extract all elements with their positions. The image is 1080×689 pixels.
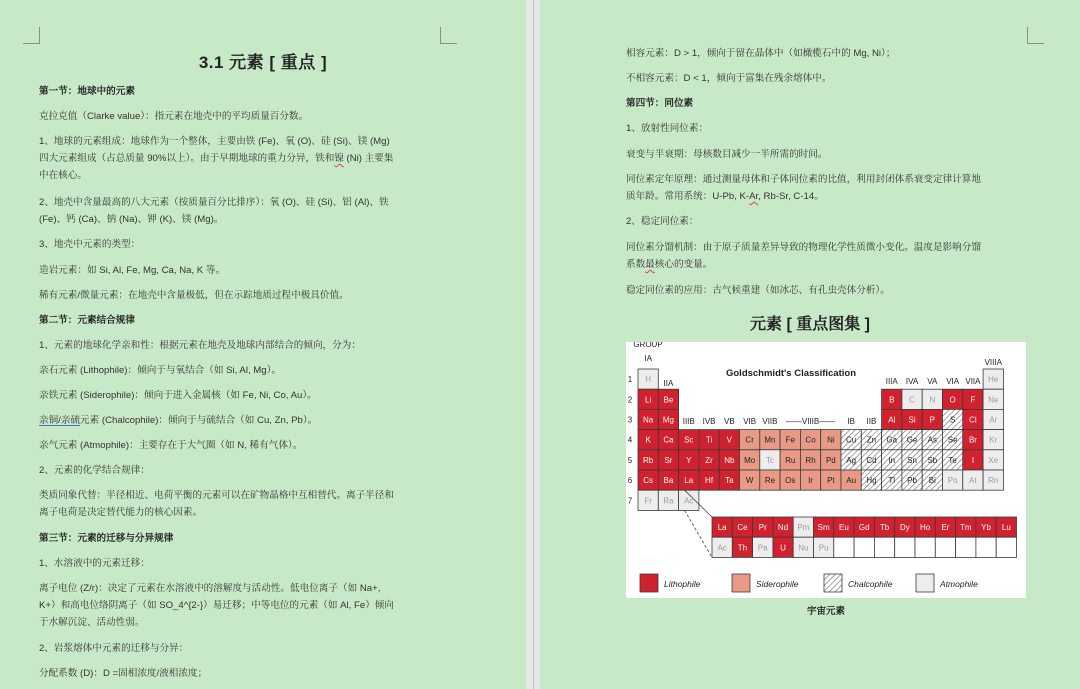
group-header: VA [927,377,938,386]
paragraph-water-migration: 1、水溶液中的元素迁移： [39,558,150,569]
element-symbol: Po [947,476,958,486]
text-run: 质年龄。常用系统：U-Pb, K- [626,191,750,202]
element-cell [996,537,1016,557]
element-symbol: Tl [888,476,896,486]
element-symbol: Nd [777,523,789,533]
element-symbol: Pu [818,543,829,553]
section-heading-2: 第二节：元素结合规律 [39,315,135,326]
element-symbol: Ac [684,496,694,506]
period-label: 5 [627,455,633,465]
section-heading-1: 第一节：地球中的元素 [39,86,135,97]
element-symbol: Al [888,415,896,425]
element-symbol: Fr [644,496,652,506]
element-symbol: U [780,543,786,553]
paragraph-siderophile: 亲铁元素 (Siderophile)：倾向于进入金属核（如 Fe, Ni, Co, Au）。 [39,390,317,401]
paragraph-crust-line1: 2、地壳中含量最高的八大元素（按质量百分比排序）：氧 (O)、硅 (Si)、铝 (Al)、铁 [39,197,389,208]
paragraph-incompatible: 不相容元素：D < 1，倾向于富集在残余熔体中。 [626,73,832,84]
element-symbol: O [949,395,956,405]
legend-swatch [824,574,842,592]
element-symbol: Zn [866,435,877,445]
paragraph-rare: 稀有元素/微量元素：在地壳中含量极低，但在示踪地质过程中极具价值。 [39,290,349,301]
paragraph-ionic-line2: K+）和高电位络阴离子（如 SO_4^{2-}）易迁移；中等电位的元素（如 Al, Fe）倾向 [39,600,394,611]
element-symbol: Pt [827,476,835,486]
element-symbol: Mn [764,435,776,445]
element-symbol: Pa [757,543,768,553]
paragraph-earth-line3: 中在核心。 [39,170,87,181]
legend-swatch [640,574,658,592]
paragraph-distribution: 分配系数 (D)：D =固相浓度/液相浓度； [39,668,208,679]
element-symbol: At [969,476,977,486]
paragraph-dating-line1: 同位素定年原理：通过测量母体和子体同位素的比值，利用封闭体系衰变定律计算地 [626,174,981,185]
element-symbol: B [889,395,895,405]
element-symbol: Dy [899,523,910,533]
element-symbol: Ru [785,455,796,465]
right-page [540,0,1080,689]
element-symbol: Rb [643,455,654,465]
section-heading-3: 第三节：元素的迁移与分异规律 [39,533,174,544]
margin-corner-top-right [1027,27,1044,44]
group-header: VIIB [762,417,778,426]
element-symbol: Nu [798,543,809,553]
paragraph-stable: 2、稳定同位素： [626,216,699,227]
paragraph-chalcophile [39,412,317,429]
element-symbol: P [929,415,936,425]
period-label: 3 [627,415,633,425]
element-symbol: Rh [805,455,816,465]
text-run: 系数 [626,259,646,270]
paragraph-fractionation-line2 [626,256,712,273]
figure-section-title: 元素 [ 重点图集 ] [750,316,870,333]
element-symbol: Ca [663,435,674,445]
element-symbol: Sr [664,455,673,465]
paragraph-ionic-line1: 离子电位 (Z/r)：决定了元素在水溶液中的溶解度与活动性。低电位离子（如 Na+, [39,583,381,594]
group-label: GROUP [633,342,663,349]
element-symbol: Pd [825,455,836,465]
element-symbol: Cu [846,435,857,445]
element-symbol: V [726,435,733,445]
element-cell [874,537,894,557]
paragraph-dating-line2 [626,188,824,205]
element-symbol: Re [764,476,776,486]
element-symbol: Sc [684,435,694,445]
group-header: IVA [905,377,919,386]
group-header: VIB [743,417,757,426]
element-symbol: Tb [879,523,890,533]
element-symbol: La [717,523,727,533]
element-symbol: Be [663,395,674,405]
element-symbol: Os [785,476,796,486]
margin-corner-top-left [23,27,40,44]
left-page [0,0,526,689]
element-symbol: Ho [920,523,931,533]
paragraph-clarke: 克拉克值（Clarke value）：指元素在地壳中的平均质量百分数。 [39,111,309,122]
element-symbol: F [970,395,976,405]
element-symbol: Cs [643,476,654,486]
element-cell [956,537,976,557]
element-cell [854,537,874,557]
element-cell [976,537,996,557]
element-symbol: Gd [858,523,870,533]
element-symbol: S [949,415,956,425]
group-header: IA [644,354,652,363]
spellcheck-word: 最 [645,259,655,270]
element-symbol: W [745,476,754,486]
periodic-table-graphic [626,342,1026,598]
group-header: IIIB [682,417,695,426]
element-symbol: Ac [717,543,727,553]
element-symbol: Ni [827,435,835,445]
element-symbol: Hg [866,476,877,486]
element-symbol: Ag [846,455,857,465]
element-symbol: Xe [988,455,999,465]
group-header: IB [847,417,855,426]
paragraph-fractionation-line1: 同位素分馏机制：由于原子质量差异导致的物理化学性质微小变化。温度是影响分馏 [626,242,981,253]
goldschmidt-periodic-table-figure [626,342,1026,598]
element-symbol: Ar [989,415,998,425]
element-symbol: As [927,435,938,445]
actinide-connector [685,510,712,557]
group-header: VIIIA [984,358,1002,367]
period-label: 7 [627,496,633,506]
group-header: VB [724,417,735,426]
element-symbol: Ga [886,435,898,445]
paragraph-chem-rules: 2、元素的化学结合规律： [39,465,150,476]
underlined-term: 亲铜/亲硫 [39,415,81,426]
group-header: IIB [866,417,877,426]
element-symbol: I [971,455,975,465]
element-symbol: Co [805,435,816,445]
page-divider [533,0,534,689]
element-symbol: Ge [906,435,918,445]
element-symbol: Ta [725,476,734,486]
element-symbol: H [645,375,652,385]
paragraph-radioactive: 1、放射性同位素： [626,123,709,134]
text-run: 核心的变量。 [654,259,713,270]
paragraph-affinity: 1、元素的地球化学亲和性：根据元素在地壳及地球内部结合的倾向，分为： [39,340,361,351]
paragraph-lithophile: 亲石元素 (Lithophile)：倾向于与氧结合（如 Si, Al, Mg）。 [39,365,282,376]
element-symbol: Au [846,476,857,486]
legend-label: Atmophile [940,579,978,589]
paragraph-crust-line2: (Fe)、钙 (Ca)、钠 (Na)、钾 (K)、镁 (Mg)。 [39,214,224,225]
element-symbol: He [988,375,999,385]
element-symbol: C [909,395,915,405]
section-heading-4: 第四节：同位素 [626,98,694,109]
element-symbol: Si [908,415,916,425]
paragraph-applications: 稳定同位素的应用：古气候重建（如冰芯、有孔虫壳体分析）。 [626,285,890,296]
paragraph-atmophile: 亲气元素 (Atmophile)：主要存在于大气圈（如 N, 稀有气体）。 [39,440,303,451]
element-symbol: Na [643,415,654,425]
legend-label: Siderophile [756,579,799,589]
text-run: 四大元素组成（占总质量 90%以上）。由于早期地球的重力分异，铁和 [39,153,335,164]
element-symbol: Zr [705,455,713,465]
paragraph-types: 3、地壳中元素的类型： [39,239,141,250]
element-symbol: Ir [808,476,813,486]
element-symbol: Sm [817,523,830,533]
element-cell [895,537,915,557]
spellcheck-word: Ar [749,191,759,202]
element-symbol: Er [941,523,950,533]
period-label: 4 [627,435,633,445]
element-symbol: Ne [988,395,999,405]
element-symbol: In [888,455,896,465]
element-symbol: Sn [907,455,917,465]
margin-corner-top-right [440,27,457,44]
element-symbol: Kr [989,435,998,445]
element-symbol: Ra [663,496,674,506]
period-label: 1 [627,375,633,385]
text-run: (Ni) 主要集 [343,153,394,164]
element-symbol: Ce [737,523,748,533]
element-symbol: Te [948,455,957,465]
group-header: ——VIIIB—— [785,417,836,426]
element-cell [935,537,955,557]
paragraph-isomorph-line1: 类质同象代替：半径相近、电荷平衡的元素可以在矿物晶格中互相替代。离子半径和 [39,490,394,501]
group-header: VIA [946,377,960,386]
group-header: IIIA [885,377,898,386]
element-symbol: Bi [928,476,936,486]
element-cell [834,537,854,557]
element-symbol: Yb [981,523,991,533]
element-symbol: Tm [959,523,972,533]
paragraph-isomorph-line2: 离子电荷是决定替代能力的核心因素。 [39,507,203,518]
paragraph-magma: 2、岩浆熔体中元素的迁移与分异： [39,643,189,654]
element-symbol: Hf [705,476,714,486]
element-symbol: Ba [663,476,674,486]
element-symbol: Mg [662,415,675,425]
group-header: IVB [702,417,716,426]
element-symbol: K [645,435,651,445]
period-label: 2 [627,395,633,405]
element-symbol: Y [686,455,692,465]
element-symbol: Li [645,395,652,405]
paragraph-compatible: 相容元素：D > 1，倾向于留在晶体中（如橄榄石中的 Mg, Ni）； [626,48,896,59]
paragraph-earth-line2 [39,150,393,167]
element-symbol: Ti [705,435,713,445]
element-symbol: Eu [839,523,849,533]
element-cell [915,537,935,557]
element-symbol: N [929,395,936,405]
element-symbol: Cd [866,455,877,465]
element-symbol: La [684,476,694,486]
legend-swatch [916,574,934,592]
element-symbol: Lu [1001,523,1011,533]
element-symbol: Mo [744,455,756,465]
element-symbol: Pb [907,476,917,486]
element-symbol: Fe [785,435,795,445]
paragraph-rock-forming: 造岩元素：如 Si, Al, Fe, Mg, Ca, Na, K 等。 [39,265,226,276]
figure-caption: 宇宙元素 [806,606,845,617]
element-symbol: Se [947,435,958,445]
element-symbol: Tc [765,455,774,465]
element-symbol: Cl [969,415,977,425]
paragraph-earth-line1: 1、地球的元素组成：地球作为一个整体，主要由铁 (Fe)、氧 (O)、硅 (Si)、镁 (Mg) [39,136,390,147]
element-symbol: Pr [758,523,767,533]
legend-label: Lithophile [664,579,701,589]
spellcheck-word: 镍 [334,153,344,164]
element-symbol: Br [968,435,977,445]
paragraph-half-life: 衰变与半衰期：母核数目减少一半所需的时间。 [626,149,828,160]
element-symbol: Nb [724,455,735,465]
period-label: 6 [627,476,633,486]
element-symbol: Rn [988,476,999,486]
legend-label: Chalcophile [848,579,893,589]
legend-swatch [732,574,750,592]
element-symbol: Cr [745,435,754,445]
document-title: 3.1 元素 [ 重点 ] [198,53,328,72]
figure-title: Goldschmidt's Classification [725,368,857,379]
text-run: 元素 (Chalcophile)：倾向于与硫结合（如 Cu, Zn, Pb）。 [80,415,318,426]
text-run: , Rb-Sr, C-14。 [758,191,824,202]
paragraph-ionic-line3: 于水解沉淀、活动性弱。 [39,617,145,628]
element-symbol: Sb [927,455,938,465]
element-symbol: Pm [797,523,810,533]
element-symbol: Th [737,543,748,553]
group-header: VIIA [965,377,981,386]
group-header: IIA [663,379,674,388]
